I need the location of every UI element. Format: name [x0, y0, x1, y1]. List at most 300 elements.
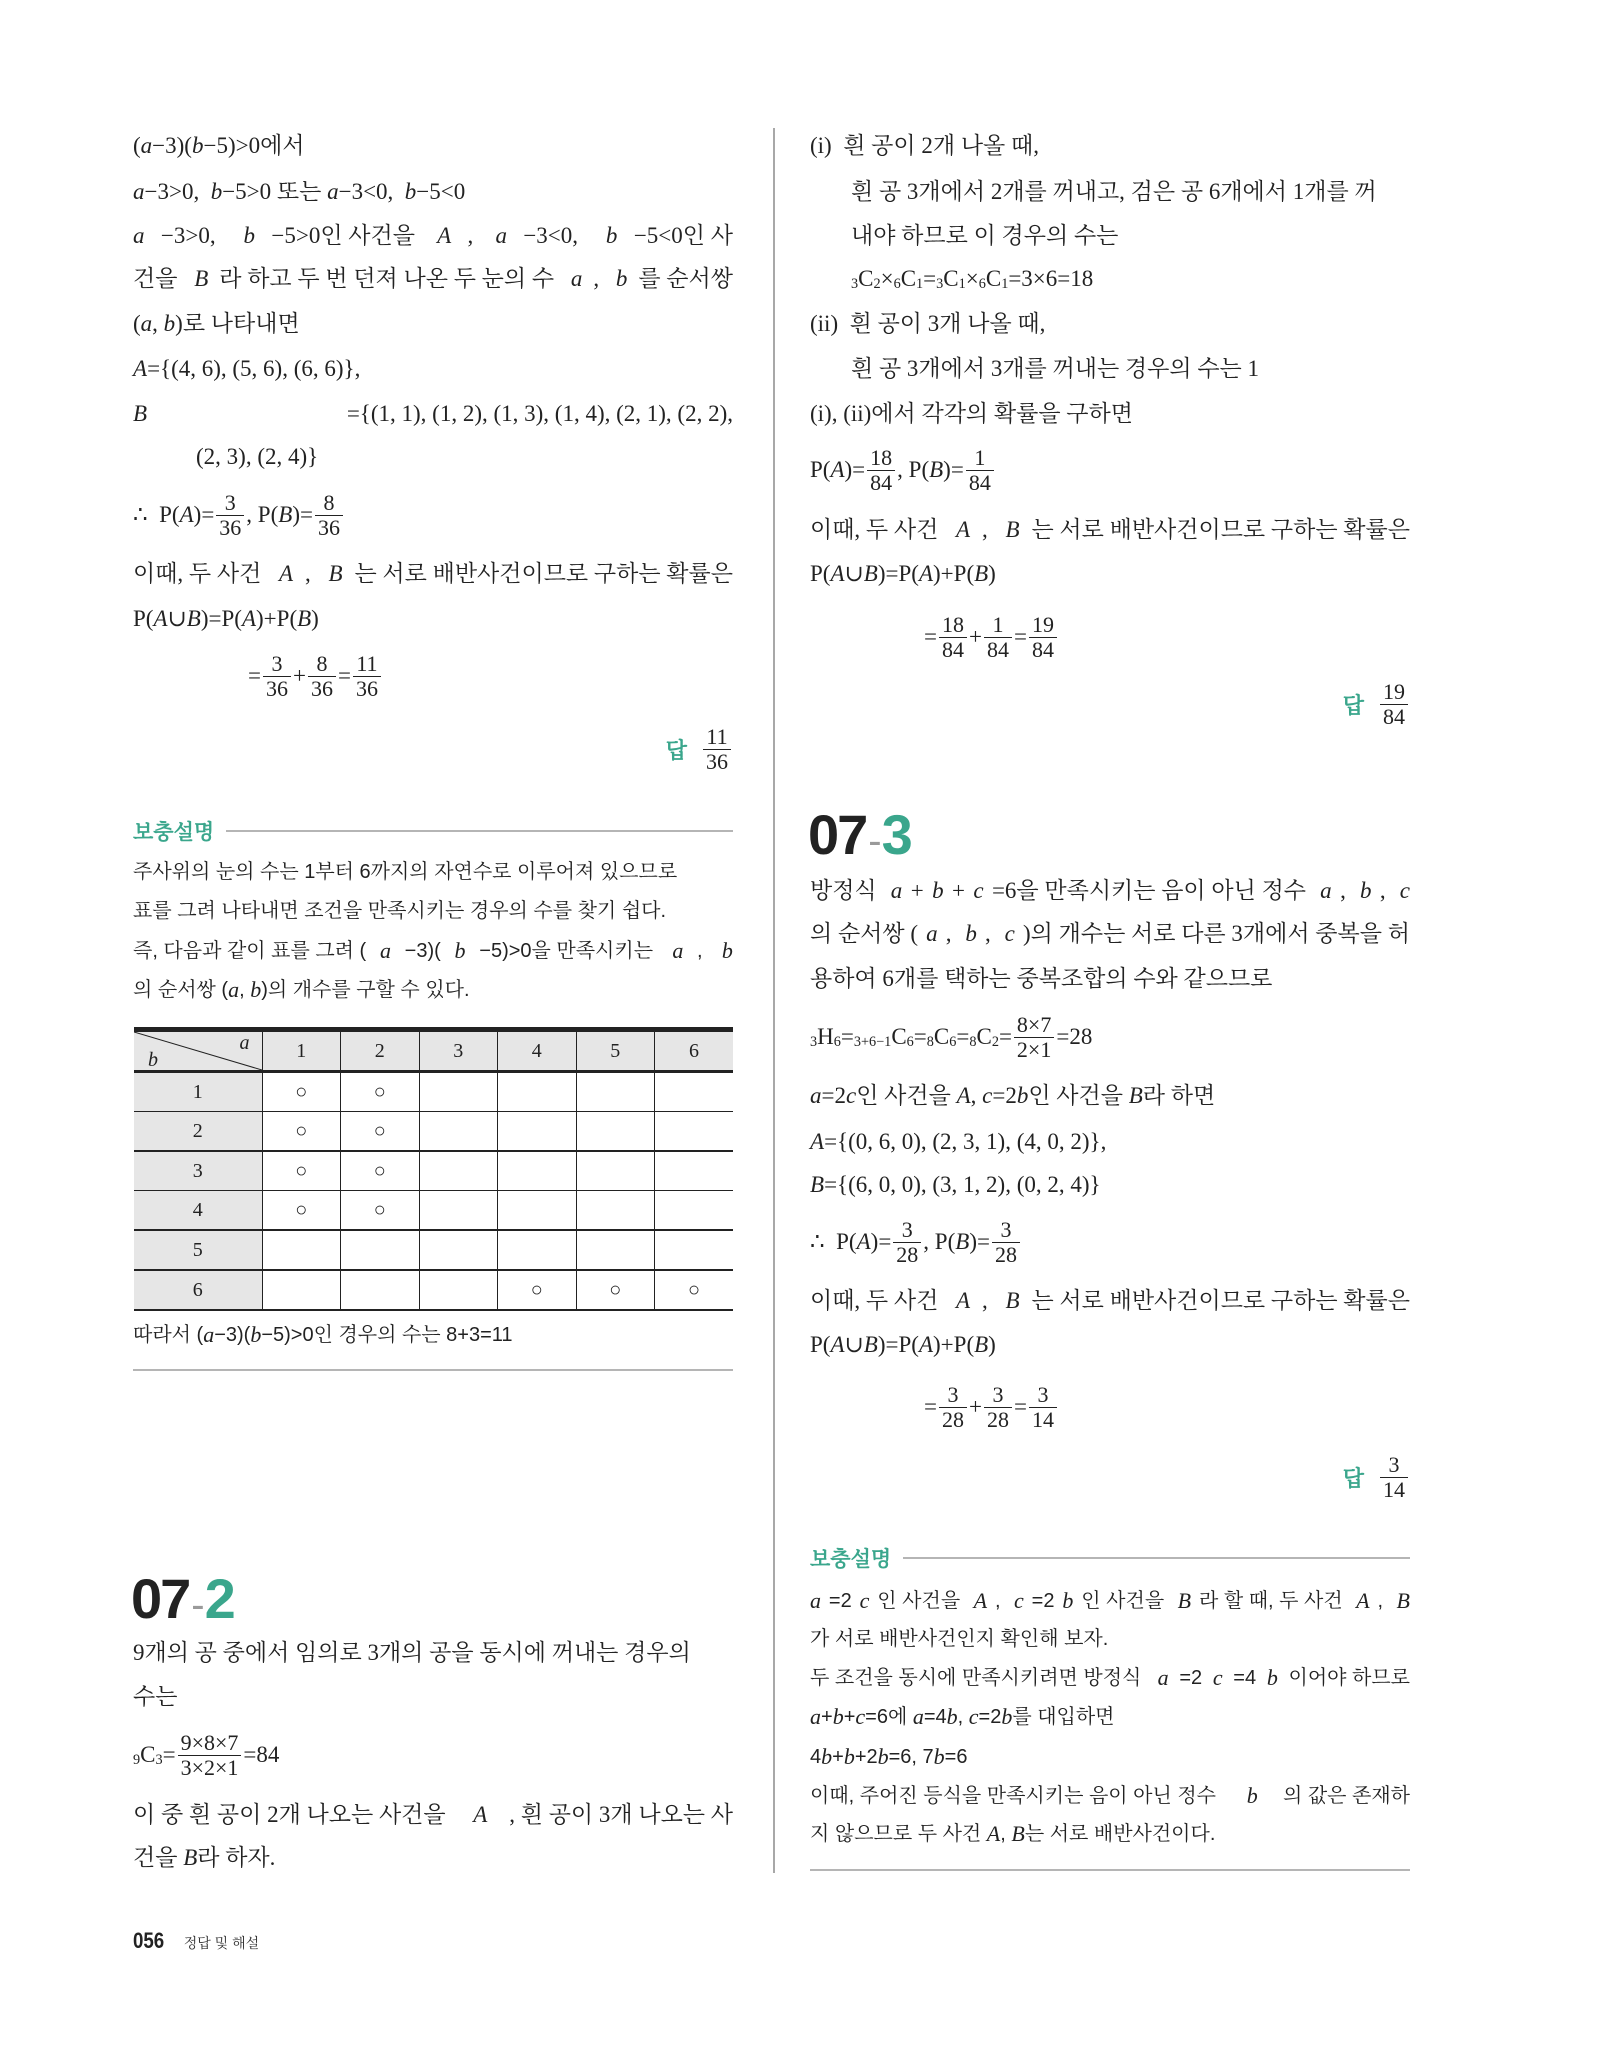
- math-variable: B: [133, 401, 148, 426]
- text-line: [133, 970, 470, 1010]
- text-run: )=: [292, 502, 313, 527]
- text-run: ={(1, 1), (1, 2), (1, 3), (1, 4), (2, 1), (2, 2),: [346, 401, 733, 426]
- math-variable: a: [228, 977, 240, 1002]
- text-run: =2: [1179, 1667, 1203, 1689]
- math-variable: b: [243, 223, 255, 248]
- text-run: =: [1013, 624, 1027, 649]
- math-variable: b: [163, 311, 176, 336]
- text-run: 따라서 (: [133, 1324, 204, 1346]
- math-variable: A: [918, 1332, 934, 1357]
- text-run: =2: [978, 1706, 1002, 1728]
- text-run: +: [968, 624, 982, 649]
- math-variable: B: [328, 561, 343, 586]
- text-run: (i), (ii)에서 각각의 확률을 구하면: [810, 401, 1133, 426]
- math-variable: B: [194, 266, 209, 291]
- text-run: =: [913, 1024, 927, 1049]
- text-line: [133, 1677, 177, 1717]
- text-run: −3>0,: [144, 179, 211, 204]
- table-col-header: 2: [341, 1030, 420, 1072]
- math-variable: c: [973, 878, 984, 903]
- fraction-numerator: 11: [353, 652, 381, 677]
- table-cell: [655, 1191, 734, 1231]
- math-fraction: [216, 491, 244, 540]
- text-run: −5<0: [416, 179, 466, 204]
- table-cell: [498, 1112, 577, 1152]
- text-line: [133, 394, 733, 434]
- fraction-denominator: 84: [986, 636, 1009, 662]
- math-variable: b: [721, 938, 733, 963]
- text-run: C: [891, 1024, 907, 1049]
- text-run: ,: [593, 266, 605, 291]
- text-run: ∪: [167, 606, 187, 631]
- math-variable: b: [1001, 1704, 1013, 1729]
- text-run: +2: [854, 1746, 878, 1768]
- table-row: [134, 1270, 733, 1310]
- math-fraction: [308, 652, 336, 701]
- text-run: H: [817, 1024, 834, 1049]
- math-variable: B: [955, 1229, 970, 1254]
- table-cell: [419, 1151, 498, 1191]
- text-run: 이때, 두 사건: [810, 1288, 945, 1313]
- text-run: 인 사건을: [877, 1590, 966, 1612]
- math-variable: b: [615, 266, 628, 291]
- text-run: =4: [923, 1706, 947, 1728]
- supplement-rule: [903, 1557, 1410, 1559]
- math-subscript: 6: [893, 275, 901, 292]
- text-run: ={(4, 6), (5, 6), (6, 6)},: [147, 356, 361, 381]
- text-run: , P(: [923, 1229, 956, 1254]
- text-run: 건을: [133, 266, 184, 291]
- math-subscript: 1: [1001, 275, 1009, 292]
- table-row-header: 6: [134, 1270, 262, 1310]
- math-variable: B: [863, 561, 878, 586]
- table-cell: ○: [341, 1072, 420, 1112]
- text-run: )+P(: [256, 606, 298, 631]
- math-variable: a: [1320, 878, 1332, 903]
- table-row: [134, 1151, 733, 1191]
- text-line: [810, 1216, 1022, 1267]
- math-subscript: 9: [133, 1751, 141, 1768]
- text-line: [810, 126, 1039, 166]
- fraction-denominator: 28: [994, 1241, 1017, 1267]
- text-line: [133, 599, 319, 639]
- text-run: 인 사건을: [1028, 1083, 1129, 1108]
- text-run: 라 하면: [1142, 1083, 1216, 1108]
- math-variable: B: [297, 606, 312, 631]
- text-line: [810, 1697, 1115, 1737]
- text-run: 인 사건을: [856, 1083, 957, 1108]
- math-fraction: [893, 1218, 921, 1267]
- math-variable: b: [832, 1704, 844, 1729]
- math-fraction: [939, 1383, 967, 1432]
- math-subscript: 6: [833, 1033, 841, 1050]
- table-cell: [498, 1230, 577, 1270]
- text-run: 흰 공 3개에서 2개를 꺼내고, 검은 공 6개에서 1개를 꺼: [851, 179, 1377, 204]
- table-cell: ○: [341, 1112, 420, 1152]
- math-variable: c: [855, 1704, 866, 1729]
- text-run: ,: [994, 1590, 1007, 1612]
- text-run: ×: [880, 266, 894, 291]
- text-run: ): [311, 606, 319, 631]
- math-variable: b: [1359, 878, 1372, 903]
- math-variable: c: [982, 1083, 993, 1108]
- table-row: [134, 1191, 733, 1231]
- table-cell: [419, 1270, 498, 1310]
- math-variable: A: [830, 561, 845, 586]
- math-variable: A: [956, 1288, 971, 1313]
- text-run: )+P(: [933, 1332, 975, 1357]
- text-run: 라 하자.: [197, 1845, 276, 1870]
- table-row: [134, 1072, 733, 1112]
- text-run: ,: [1340, 878, 1352, 903]
- text-run: C: [858, 266, 874, 291]
- text-run: =84: [243, 1742, 280, 1767]
- math-variable: A: [956, 1083, 971, 1108]
- math-variable: c: [859, 1588, 870, 1613]
- math-variable: A: [241, 606, 257, 631]
- math-variable: b: [965, 921, 977, 946]
- answer-label: 답: [1342, 693, 1364, 718]
- math-subscript: 6: [978, 275, 986, 292]
- math-fraction: [984, 1383, 1012, 1432]
- text-run: 를 순서쌍: [638, 266, 733, 291]
- text-run: 건을: [133, 1845, 184, 1870]
- table-cell: [576, 1191, 655, 1231]
- table-cell: ○: [341, 1191, 420, 1231]
- math-variable: A: [856, 1229, 871, 1254]
- text-line: [810, 304, 1045, 344]
- fraction-denominator: 14: [1031, 1406, 1054, 1432]
- text-run: −5>0 또는: [222, 179, 328, 204]
- text-line: [810, 1011, 1093, 1062]
- text-run: ,: [982, 517, 994, 542]
- text-line: [133, 1795, 733, 1835]
- fraction-numerator: 9×8×7: [178, 1731, 242, 1756]
- text-run: −5>0인 사건을: [271, 223, 421, 248]
- problem-heading-07-3: 07-3: [808, 803, 911, 866]
- fraction-denominator: 2×1: [1016, 1036, 1052, 1062]
- text-run: ∪: [844, 561, 864, 586]
- text-run: ,: [1379, 878, 1392, 903]
- text-run: )로 나타내면: [175, 311, 300, 336]
- math-subscript: 3: [851, 275, 859, 292]
- math-fraction: [867, 446, 895, 495]
- math-subscript: 3: [810, 1033, 818, 1050]
- math-variable: a: [133, 179, 145, 204]
- fraction-denominator: 36: [355, 675, 378, 701]
- text-run: )=: [193, 502, 215, 527]
- text-run: )=: [943, 457, 964, 482]
- text-run: −3)(: [404, 940, 441, 962]
- text-run: −5)>0인 경우의 수는 8+3=11: [261, 1324, 513, 1346]
- math-variable: a: [672, 938, 684, 963]
- math-variable: B: [974, 561, 989, 586]
- text-run: C: [933, 1024, 950, 1049]
- text-run: 주사위의 눈의 수는 1부터 6까지의 자연수로 이루어져 있으므로: [133, 861, 678, 883]
- math-variable: c: [1212, 1665, 1223, 1690]
- text-run: ∴ P(: [810, 1229, 857, 1254]
- math-variable: b: [946, 1704, 958, 1729]
- fraction-denominator: 28: [896, 1241, 919, 1267]
- text-run: 즉, 다음과 같이 표를 그려 (: [133, 940, 367, 962]
- text-run: =4: [1233, 1667, 1257, 1689]
- table-cell: [341, 1230, 420, 1270]
- math-variable: A: [918, 561, 934, 586]
- text-run: ): [988, 1332, 996, 1357]
- text-run: +: [910, 878, 924, 903]
- table-cell: [419, 1191, 498, 1231]
- text-line: [133, 1729, 280, 1780]
- answer-19-84: [1343, 680, 1410, 729]
- math-subscript: 2: [991, 1033, 999, 1050]
- text-run: )=: [844, 457, 866, 482]
- fraction-numerator: 3: [893, 1218, 921, 1243]
- math-variable: B: [1011, 1821, 1025, 1846]
- text-run: 는 서로 배반사건이므로 구하는 확률은: [1031, 517, 1410, 542]
- problem-heading-07-2: 07-2: [131, 1567, 234, 1630]
- text-run: 의 값은 존재하: [1282, 1785, 1410, 1807]
- page-footer: [133, 1928, 259, 1954]
- text-line: [851, 349, 1259, 389]
- math-variable: a: [140, 311, 153, 336]
- answer-fraction: $\frac{19}{84}$: [1380, 680, 1408, 729]
- answer-label: 답: [665, 738, 687, 763]
- text-run: +: [951, 878, 965, 903]
- text-run: )의 개수는 서로 다른 3개에서 중복을 허: [1023, 921, 1410, 946]
- fraction-denominator: 84: [968, 469, 991, 495]
- text-run: ,: [697, 940, 709, 962]
- text-run: 두 조건을 동시에 만족시키려면 방정식: [810, 1667, 1147, 1689]
- text-run: ,: [957, 1706, 969, 1728]
- text-run: −5<0인 사: [633, 223, 733, 248]
- math-fraction: [939, 613, 967, 662]
- fraction-denominator: 36: [265, 675, 288, 701]
- text-run: −3)(: [214, 1324, 251, 1346]
- math-fraction: [1014, 1013, 1054, 1062]
- table-cell: [419, 1112, 498, 1152]
- text-run: ,: [239, 979, 251, 1001]
- text-run: (: [133, 133, 141, 158]
- answer-label: 답: [1342, 1466, 1364, 1491]
- text-line: [851, 216, 1118, 256]
- fraction-numerator: 1: [966, 446, 994, 471]
- math-fraction: [263, 652, 291, 701]
- text-run: =6을 만족시키는 음이 아닌 정수: [991, 878, 1312, 903]
- supplement-end-rule: [133, 1369, 733, 1371]
- text-run: ,: [970, 1083, 983, 1108]
- text-run: +: [292, 663, 306, 688]
- math-variable: a: [926, 921, 938, 946]
- table-cell: [419, 1072, 498, 1112]
- text-run: 이때, 주어진 등식을 만족시키는 음이 아닌 정수: [810, 1785, 1222, 1807]
- math-variable: B: [974, 1332, 989, 1357]
- table-cell: [655, 1072, 734, 1112]
- text-run: =2: [821, 1083, 846, 1108]
- fraction-numerator: 1: [984, 613, 1012, 638]
- text-line: [133, 931, 733, 971]
- fraction-numerator: 3: [1029, 1383, 1057, 1408]
- text-run: =: [924, 1394, 937, 1419]
- math-variable: b: [250, 977, 262, 1002]
- table-col-header: 1: [262, 1030, 341, 1072]
- text-line: [133, 489, 345, 540]
- math-variable: b: [191, 133, 204, 158]
- text-run: −5)>0을 만족시키는: [479, 940, 659, 962]
- text-run: 이 중 흰 공이 2개 나오는 사건을: [133, 1802, 452, 1827]
- math-variable: b: [843, 1744, 855, 1769]
- corner-diagonal: [134, 1032, 262, 1070]
- fraction-numerator: 18: [939, 613, 967, 638]
- math-variable: b: [933, 1744, 945, 1769]
- table-cell: [341, 1270, 420, 1310]
- math-subscript: 6: [949, 1033, 957, 1050]
- math-variable: b: [605, 223, 618, 248]
- math-variable: a: [570, 266, 583, 291]
- table-cell: ○: [262, 1072, 341, 1112]
- supplement-header-left: [133, 816, 733, 846]
- math-subscript: 8: [969, 1033, 977, 1050]
- table-cell: ○: [576, 1270, 655, 1310]
- text-run: =: [924, 624, 937, 649]
- text-line: [810, 1165, 1101, 1205]
- math-variable: a: [1157, 1665, 1169, 1690]
- math-variable: b: [1016, 1083, 1029, 1108]
- math-variable: a: [379, 938, 391, 963]
- text-run: −3)(: [152, 133, 192, 158]
- text-run: +: [843, 1706, 856, 1728]
- text-run: ={(0, 6, 0), (2, 3, 1), (4, 0, 2)},: [824, 1129, 1107, 1154]
- text-run: C: [140, 1742, 156, 1767]
- text-run: 의 순서쌍 (: [133, 979, 229, 1001]
- text-run: =6: [944, 1746, 968, 1768]
- text-run: ,: [945, 921, 958, 946]
- text-run: 는 서로 배반사건이므로 구하는 확률은: [1031, 1288, 1410, 1313]
- math-variable: B: [929, 457, 944, 482]
- supplement-header-right: [810, 1543, 1410, 1573]
- math-variable: B: [1177, 1588, 1192, 1613]
- text-run: P(: [810, 1332, 831, 1357]
- math-variable: A: [830, 457, 845, 482]
- math-variable: a: [810, 1588, 821, 1613]
- text-run: ,: [305, 561, 317, 586]
- text-run: )=: [969, 1229, 990, 1254]
- text-run: =3×6=18: [1008, 266, 1094, 291]
- text-run: 인 사건을: [1081, 1590, 1170, 1612]
- math-variable: c: [1014, 1588, 1024, 1613]
- text-line: [810, 510, 1410, 550]
- text-line: [810, 444, 996, 495]
- math-variable: B: [1128, 1083, 1143, 1108]
- text-line: [133, 891, 666, 931]
- math-variable: A: [437, 223, 452, 248]
- math-variable: a: [495, 223, 507, 248]
- text-run: 가 서로 배반사건인지 확인해 보자.: [810, 1628, 1109, 1650]
- text-run: =6, 7: [888, 1746, 934, 1768]
- text-run: C: [943, 266, 959, 291]
- table-cell: ○: [655, 1270, 734, 1310]
- math-fraction: [984, 613, 1012, 662]
- text-line: [810, 1737, 967, 1777]
- math-fraction: [315, 491, 343, 540]
- text-run: ): [988, 561, 996, 586]
- table-row-header: 2: [134, 1112, 262, 1152]
- math-variable: c: [845, 1083, 857, 1108]
- text-line: [133, 216, 733, 256]
- dice-table: [134, 1027, 733, 1311]
- math-variable: B: [810, 1172, 825, 1197]
- text-line: [810, 1122, 1106, 1162]
- math-subscript: 8: [926, 1033, 934, 1050]
- table-col-header: 4: [498, 1030, 577, 1072]
- text-line: [810, 394, 1133, 434]
- fraction-denominator: 28: [941, 1406, 964, 1432]
- math-subscript: 2: [873, 275, 881, 292]
- text-run: 를 대입하면: [1012, 1706, 1115, 1728]
- text-run: 9개의 공 중에서 임의로 3개의 공을 동시에 꺼내는 경우의: [133, 1640, 691, 1665]
- text-run: P(: [133, 606, 154, 631]
- text-run: 이어야 하므로: [1288, 1667, 1410, 1689]
- text-run: 흰 공 3개에서 3개를 꺼내는 경우의 수는 1: [851, 356, 1260, 381]
- math-variable: b: [250, 1322, 262, 1347]
- math-variable: A: [279, 561, 294, 586]
- math-variable: a: [890, 878, 903, 903]
- text-run: 는 서로 배반사건이므로 구하는 확률은: [354, 561, 733, 586]
- text-run: +: [821, 1706, 833, 1728]
- text-run: C: [900, 266, 917, 291]
- math-subscript: 3: [936, 275, 944, 292]
- fraction-numerator: 3: [216, 491, 244, 516]
- math-variable: a: [810, 1083, 822, 1108]
- table-cell: [576, 1112, 655, 1152]
- table-cell: [576, 1072, 655, 1112]
- table-row-header: 4: [134, 1191, 262, 1231]
- text-line: [851, 172, 1410, 212]
- answer-3-14: [1343, 1453, 1410, 1502]
- table-cell: [655, 1112, 734, 1152]
- math-subscript: 3: [155, 1751, 163, 1768]
- text-run: )=P(: [877, 1332, 919, 1357]
- table-cell: [498, 1072, 577, 1112]
- math-variable: b: [932, 878, 944, 903]
- text-run: )=: [870, 1229, 892, 1254]
- text-run: ×: [965, 266, 979, 291]
- math-variable: a: [140, 133, 153, 158]
- math-fraction: [1029, 613, 1057, 662]
- text-line: [810, 959, 1272, 999]
- fraction-numerator: 8×7: [1014, 1013, 1054, 1038]
- fraction-denominator: 84: [941, 636, 964, 662]
- text-run: P(: [810, 457, 831, 482]
- table-row-header: 1: [134, 1072, 262, 1112]
- fraction-denominator: 84: [1031, 636, 1054, 662]
- table-cell: [498, 1151, 577, 1191]
- text-run: =: [248, 663, 261, 688]
- text-line: [133, 1315, 513, 1355]
- page-number: 056: [133, 1928, 165, 1953]
- text-run: +: [968, 1394, 982, 1419]
- math-variable: c: [968, 1704, 979, 1729]
- answer-11-36: [666, 725, 733, 774]
- table-cell: [262, 1230, 341, 1270]
- text-run: )의 개수를 구할 수 있다.: [261, 979, 470, 1001]
- text-run: =: [956, 1024, 970, 1049]
- table-row-header: 3: [134, 1151, 262, 1191]
- table-cell: [576, 1151, 655, 1191]
- text-run: )=P(: [200, 606, 242, 631]
- text-line: [133, 172, 465, 212]
- math-variable: b: [877, 1744, 889, 1769]
- text-run: )=P(: [877, 561, 919, 586]
